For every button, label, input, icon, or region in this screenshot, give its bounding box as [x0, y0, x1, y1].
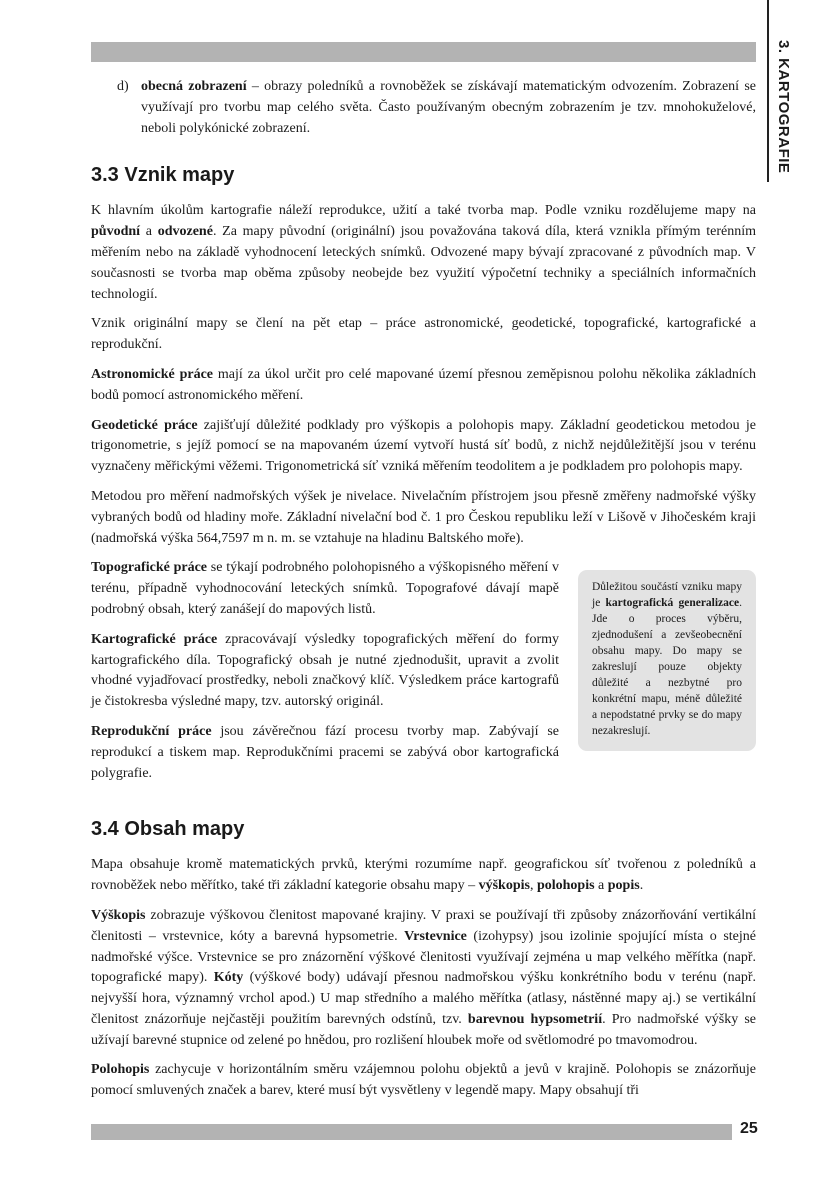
list-item-d: d) obecná zobrazení – obrazy poledníků a rovnoběžek se získávají matematickým odvozením. Zobrazení se využívají pro tvorbu map celého světa. Často používaným obecným zobrazením je tzv. mnohokuželové, neboli polykónické zobrazení.	[91, 77, 756, 139]
paragraph-topograficke: Topografické práce se týkají podrobného polohopisného a výškopisného měření v terénu, případně vyhodnocování leteckých snímků. Topografové dávají mapě podrobný obsah, který zanášejí do mapových listů.	[91, 560, 560, 617]
paragraph-astronomicke: Astronomické práce mají za úkol určit pro celé mapované území přesnou zeměpisnou polohu několika základních bodů pomocí astronomického měření.	[91, 366, 756, 403]
paragraph-obsah-intro: Mapa obsahuje kromě matematických prvků, kterými rozumíme např. geografickou síť tvořenou z poledníků a rovnoběžek nebo měřítko, také tři základní kategorie obsahu mapy – výškopis, polohopis a popis.	[91, 857, 756, 894]
paragraph-polohopis: Polohopis zachycuje v horizontálním směru vzájemnou polohu objektů a jevů v krajině. Polohopis se znázorňuje pomocí smluvených značek a barev, které musí být vysvětleny v legendě mapy. Mapy obsahují tři	[91, 1062, 756, 1099]
paragraph-etapy: Vznik originální mapy se člení na pět etap – práce astronomické, geodetické, topografické, kartografické a reprodukční.	[91, 316, 756, 353]
page-content	[91, 77, 756, 1111]
paragraph-nivelace: Metodou pro měření nadmořských výšek je nivelace. Nivelačním přístrojem jsou přesně změřeny nadmořské výšky vybraných bodů od hladiny moře. Základní nivelační bod č. 1 pro Českou republiku leží v Lišově v Jihočeském kraji (nadmořská výška 564,7597 m n. m. se vztahuje na hladinu Baltského moře).	[91, 488, 756, 546]
left-column	[91, 558, 559, 793]
section-title-3-3: 3.3 Vznik mapy	[91, 164, 235, 187]
note-box-generalizace: Důležitou součástí vzniku mapy je kartografická generalizace. Jde o proces výběru, zjednodušení a zevšeobecnění obsahu mapy. Do mapy se zakreslují pouze objekty důležité a nezbytné pro konkrétní mapu, méně důležité a nepodstatné prvky se do mapy nezakreslují.	[578, 570, 756, 751]
paragraph-geodeticke: Geodetické práce zajišťují důležité podklady pro výškopis a polohopis mapy. Základní geodetickou metodou je trigonometrie, s jejíž pomocí se na mapovaném území vytvoří hustá síť bodů, z nichž nejdůležitější jsou v terénu vyznačeny měřickými věžemi. Trigonometrická síť vzniká měřením teodolitem a je podkladem pro polohopis mapy.	[91, 417, 756, 475]
term-obecna-zobrazeni: obecná zobrazení	[141, 79, 247, 94]
paragraph-vznik-intro: K hlavním úkolům kartografie náleží reprodukce, užití a také tvorba map. Podle vzniku rozdělujeme mapy na původní a odvozené. Za mapy původní (originální) jsou považována taková díla, která vznikla přímým terénním měřením nebo na základě vyhodnocení leteckých snímků. Odvozené mapy bývají zpracované z původních map. V současnosti se tvorba map oběma způsoby neobejde bez využití výpočetní techniky a speciálních informačních technologií.	[91, 203, 756, 302]
two-column-block	[91, 558, 756, 793]
header-bar	[91, 42, 756, 62]
chapter-side-tab: 3. KARTOGRAFIE	[775, 40, 792, 174]
paragraph-reprodukcni: Reprodukční práce jsou závěrečnou fází procesu tvorby map. Zabývají se reprodukcí a tiskem map. Reprodukčními pracemi se zabývá obor kartografická polygrafie.	[91, 723, 560, 781]
page-number: 25	[740, 1120, 758, 1137]
footer-bar	[91, 1124, 732, 1140]
paragraph-kartograficke: Kartografické práce zpracovávají výsledky topografických měření do formy kartografického díla. Topografický obsah je nutné zjednodušit, upravit a zvolit vhodné vyjadřovací prostředky, neboli značkový klíč. Výsledkem práce kartografů je čistokresba výsledné mapy, tzv. autorský originál.	[91, 631, 559, 710]
section-title-3-4: 3.4 Obsah mapy	[91, 818, 245, 841]
side-tab-rule	[767, 0, 769, 182]
list-item-label: d)	[117, 79, 129, 94]
paragraph-vyskopis: Výškopis zobrazuje výškovou členitost mapované krajiny. V praxi se používají tři způsoby znázorňování vertikální členitosti – vrstevnice, kóty a barevná hypsometrie. Vrstevnice (izohypsy) jsou izolinie spojující místa o stejné nadmořské výšce. Vrstevnice se pro znázornění výškové členitosti využívají zejména u map velkého měřítka (např. topografické mapy). Kóty (výškové body) udávají přesnou nadmořskou výšku konkrétního bodu v terénu (např. nejvyšší hora, významný vrchol apod.) U map středního a malého měřítka (atlasy, nástěnné mapy aj.) se vertikální členitost znázorňuje nejčastěji použitím barevných odstínů, tzv. barevnou hypsometrií. Pro nadmořské výšky se užívají barevné stupnice od zelené po hnědou, pro rozlišení hloubek moře od světlomodré po tmavomodrou.	[91, 907, 756, 1048]
